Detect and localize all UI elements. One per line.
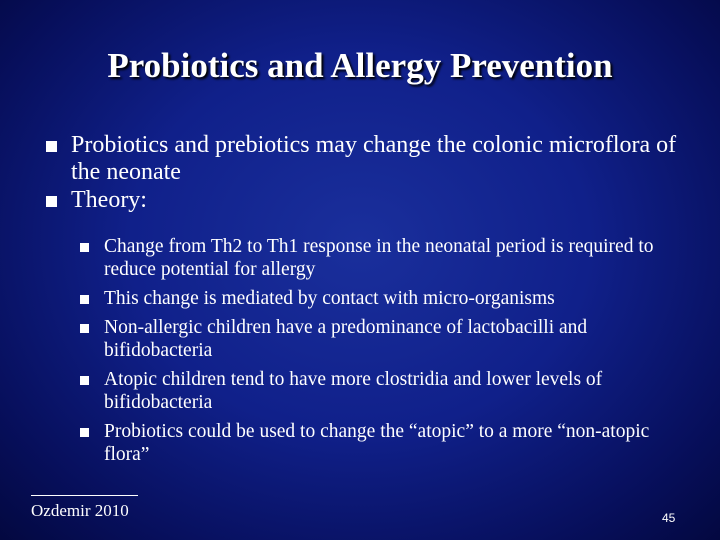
citation: Ozdemir 2010 — [31, 501, 129, 520]
square-bullet-icon — [80, 243, 89, 252]
page-number: 45 — [662, 511, 676, 525]
bullet-item — [46, 132, 696, 186]
sub-bullet-text: Atopic children tend to have more clostridia and lower levels of bifidobacteria — [104, 369, 603, 413]
square-bullet-icon — [46, 141, 57, 152]
sub-bullet-item — [80, 420, 690, 466]
sub-bullet-item — [80, 316, 690, 362]
sub-bullet-text: Probiotics could be used to change the “atopic” to a more “non-atopic flora” — [104, 421, 650, 465]
sub-bullet-text: This change is mediated by contact with micro-organisms — [104, 288, 555, 309]
sub-bullet-list — [80, 235, 690, 472]
square-bullet-icon — [80, 376, 89, 385]
square-bullet-icon — [46, 196, 57, 207]
sub-bullet-text: Non-allergic children have a predominance of lactobacilli and bifidobacteria — [104, 317, 588, 361]
sub-bullet-item — [80, 235, 690, 281]
square-bullet-icon — [80, 324, 89, 333]
square-bullet-icon — [80, 295, 89, 304]
sub-bullet-item — [80, 368, 690, 414]
main-bullet-list — [46, 132, 696, 215]
bullet-text: Theory: — [71, 187, 147, 213]
sub-bullet-item — [80, 287, 690, 310]
slide-title: Probiotics and Allergy Prevention — [107, 46, 613, 85]
square-bullet-icon — [80, 428, 89, 437]
sub-bullet-text: Change from Th2 to Th1 response in the neonatal period is required to reduce potential for allergy — [104, 236, 654, 280]
citation-divider — [31, 495, 138, 496]
bullet-text: Probiotics and prebiotics may change the colonic microflora of the neonate — [71, 132, 677, 185]
bullet-item — [46, 187, 696, 214]
